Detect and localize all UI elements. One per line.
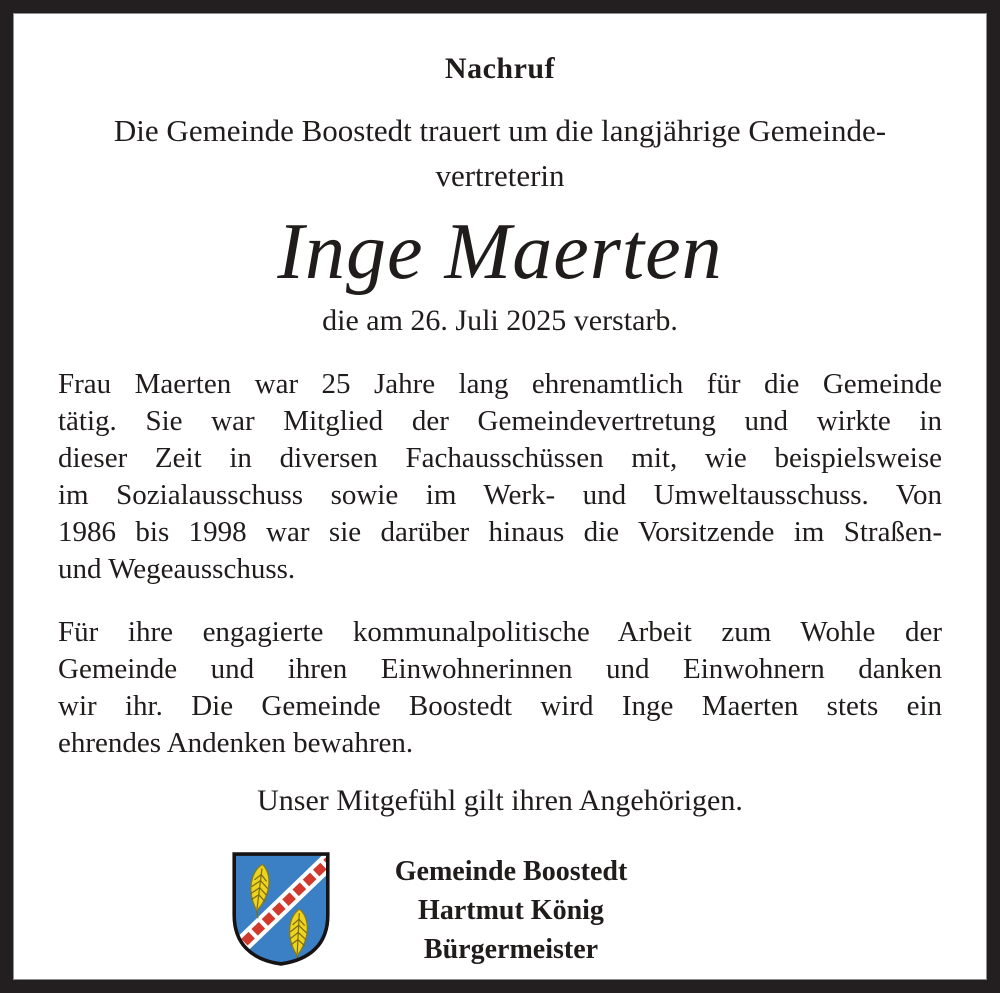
paragraph-line: Gemeinde und ihren Einwohnerinnen und Einwohnern danken (58, 653, 942, 685)
boostedt-coat-of-arms-icon (230, 850, 332, 968)
paragraph-line: tätig. Sie war Mitglied der Gemeindevertretung und wirkte in (58, 405, 942, 437)
paragraph-line: 1986 bis 1998 war sie darüber hinaus die Vorsitzende im Straßen- (58, 516, 942, 548)
notice-type-heading: Nachruf (444, 52, 556, 85)
intro-line-1: Die Gemeinde Boostedt trauert um die langjährige Gemeinde- (113, 113, 887, 148)
signature-text (360, 852, 662, 969)
paragraph-line: und Wegeausschuss. (58, 553, 296, 585)
obituary-paragraph-1 (58, 366, 942, 588)
intro-line-2: vertreterin (435, 158, 565, 193)
paragraph-line: wir ihr. Die Gemeinde Boostedt wird Inge Maerten stets ein (58, 690, 942, 722)
paragraph-line: ehrendes Andenken bewahren. (58, 727, 414, 759)
signature-block (58, 850, 942, 969)
paragraph-line: dieser Zeit in diversen Fachausschüssen mit, wie beispielsweise (58, 442, 942, 474)
death-date-line: die am 26. Juli 2025 verstarb. (322, 304, 678, 337)
deceased-name: Inge Maerten (277, 208, 723, 296)
paragraph-line: im Sozialausschuss sowie im Werk- und Umweltausschuss. Von (58, 479, 942, 511)
obituary-content (14, 50, 986, 969)
obituary-paragraph-2 (58, 614, 942, 762)
signature-organization: Gemeinde Boostedt (394, 856, 628, 887)
signature-name: Hartmut König (418, 895, 604, 926)
paragraph-line: Frau Maerten war 25 Jahre lang ehrenamtlich für die Gemeinde (58, 368, 942, 400)
intro-text (58, 108, 942, 198)
paragraph-line: Für ihre engagierte kommunalpolitische Arbeit zum Wohle der (58, 616, 942, 648)
signature-role: Bürgermeister (423, 934, 599, 965)
condolence-line: Unser Mitgefühl gilt ihren Angehörigen. (257, 784, 743, 817)
obituary-notice (13, 13, 987, 980)
